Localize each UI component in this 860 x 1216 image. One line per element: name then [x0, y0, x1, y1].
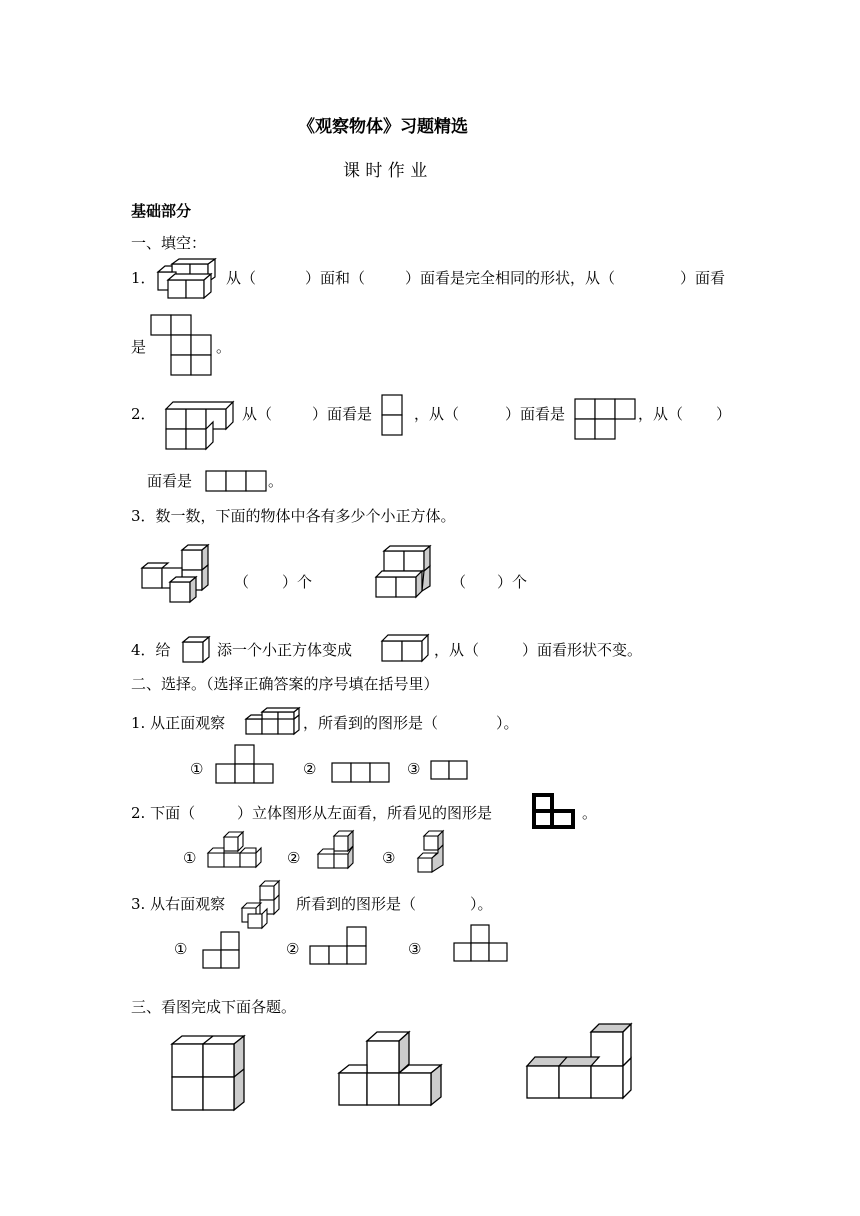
q1-text-f: 。	[216, 338, 232, 356]
page-subtitle: 课 时 作 业	[343, 161, 428, 181]
q2-text-f: ）	[716, 405, 732, 423]
q3-blank-2: （	[451, 573, 467, 591]
p2q2-option-2-label: ②	[287, 849, 301, 867]
q1-text-c: ）面看是完全相同的形状，从（	[405, 269, 616, 287]
p2q1-cube-figure	[244, 707, 300, 737]
q3-cube-figure-1	[140, 544, 216, 608]
q1-text-d: ）面看	[680, 269, 726, 287]
p2q3-text-a: 3. 从右面观察	[131, 895, 226, 913]
q2-text-d: ）面看是	[505, 405, 566, 423]
p2q3-text-c: ）。	[470, 895, 493, 913]
p2q1-text-b: ，所看到的图形是（	[303, 714, 439, 732]
p3-cube-figure-2	[337, 1029, 445, 1109]
p2q3-option-2-shape	[309, 926, 369, 966]
q2-view-shape-1	[381, 394, 405, 436]
part3-heading: 三、看图完成下面各题。	[131, 998, 297, 1016]
q2-text-a: 从（	[242, 405, 273, 423]
q1-view-shape	[150, 314, 214, 376]
q4-single-cube	[181, 636, 211, 664]
q2-text-e: ，从（	[638, 405, 684, 423]
q3-unit-2: ）个	[497, 573, 528, 591]
q3-cube-figure-2	[374, 545, 436, 601]
p2q1-option-3-label: ③	[407, 760, 421, 778]
p2q2-left-view-shape	[531, 792, 579, 832]
q4-double-cube	[380, 634, 430, 664]
q1-text-b: ）面和（	[305, 269, 366, 287]
section-basic: 基础部分	[131, 202, 192, 220]
p2q1-option-2-label: ②	[303, 760, 317, 778]
p2q1-text-a: 1. 从正面观察	[131, 714, 226, 732]
p2q2-option-1-figure	[206, 831, 262, 871]
p2q2-option-3-label: ③	[382, 849, 396, 867]
part1-heading: 一、填空：	[131, 234, 207, 252]
p2q3-option-2-label: ②	[286, 940, 300, 958]
p2q3-text-b: 所看到的图形是（	[296, 895, 417, 913]
p2q2-option-2-figure	[316, 830, 358, 872]
q2-view-shape-2	[574, 398, 638, 442]
q3-unit-1: ）个	[282, 573, 313, 591]
q2-view-shape-3	[205, 470, 267, 492]
p2q3-option-1-shape	[201, 931, 243, 971]
p2q1-option-3-shape	[430, 760, 470, 782]
q3-blank-1: （	[234, 573, 250, 591]
q4-text-b: 添一个小正方体变成	[217, 641, 353, 659]
p2q1-option-1-label: ①	[190, 760, 204, 778]
p2q3-option-3-label: ③	[408, 940, 422, 958]
q2-text-c: ，从（	[414, 405, 460, 423]
p2q1-option-1-shape	[215, 744, 275, 784]
q1-number: 1．	[131, 269, 156, 287]
q4-text-d: ）面看形状不变。	[522, 641, 643, 659]
q2-number: 2．	[131, 405, 156, 423]
p2q3-cube-figure	[238, 880, 282, 930]
q4-text-c: ，从（	[434, 641, 480, 659]
p2q2-text-b: ）立体图形从左面看，所看见的图形是	[237, 804, 493, 822]
q2-text-h: 。	[268, 472, 284, 490]
p2q1-text-c: ）。	[496, 714, 519, 732]
p2q2-text-c: 。	[582, 804, 598, 822]
q1-text-e: 是	[131, 338, 147, 356]
q3-text: 3．数一数，下面的物体中各有多少个小正方体。	[131, 507, 456, 525]
q2-text-g: 面看是	[147, 472, 193, 490]
p2q2-text-a: 2. 下面（	[131, 804, 196, 822]
q2-text-b: ）面看是	[312, 405, 373, 423]
q1-cube-figure	[156, 262, 222, 302]
p2q1-option-2-shape	[331, 762, 391, 784]
p3-cube-figure-3	[525, 1022, 635, 1102]
p2q3-option-1-label: ①	[174, 940, 188, 958]
part2-heading: 二、选择。（选择正确答案的序号填在括号里）	[131, 675, 439, 693]
p2q2-option-1-label: ①	[183, 849, 197, 867]
q1-text-a: 从（	[226, 269, 257, 287]
page-title: 《观察物体》习题精选	[298, 117, 468, 137]
q2-cube-figure	[164, 401, 236, 451]
q4-text-a: 4．给	[131, 641, 171, 659]
p2q2-option-3-figure	[414, 830, 446, 876]
p3-cube-figure-1	[170, 1034, 248, 1114]
p2q3-option-3-shape	[453, 924, 511, 964]
